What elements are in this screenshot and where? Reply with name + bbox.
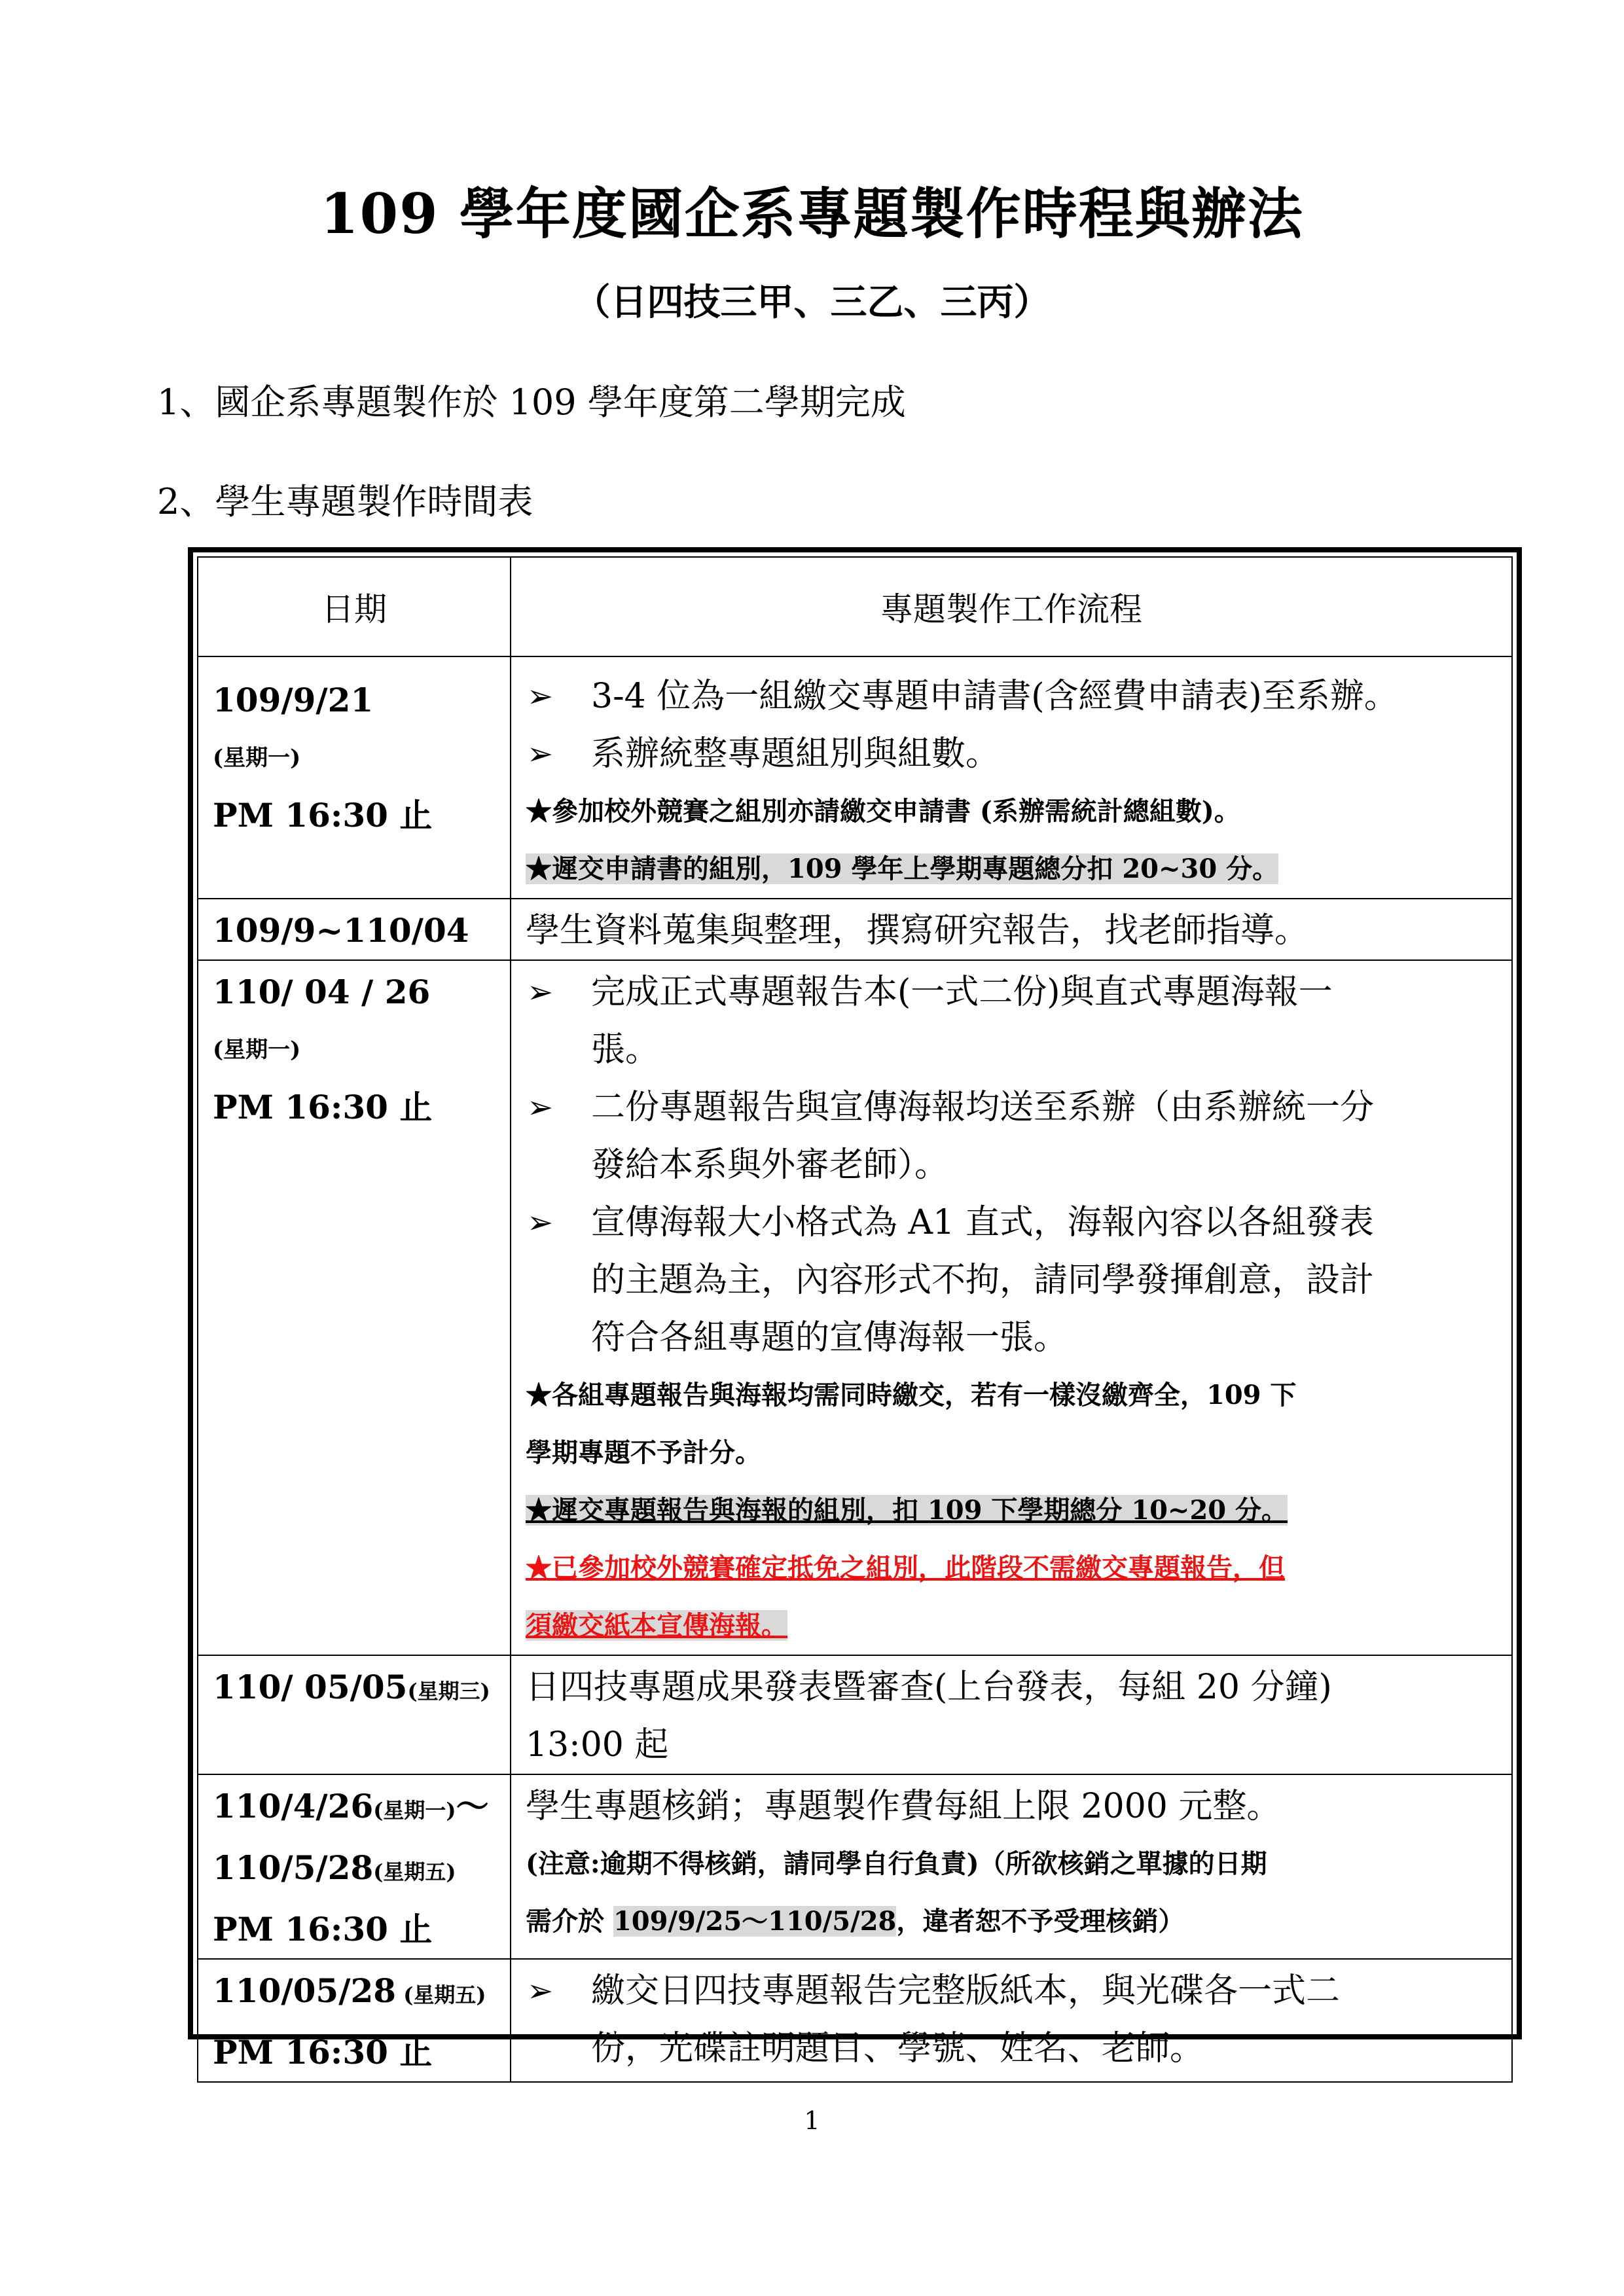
page-number: 1 xyxy=(804,2106,820,2135)
arrow-bullet-icon: ➢ xyxy=(527,736,554,772)
date-end: 110/5/28(星期五) xyxy=(213,1848,456,1887)
header-work: 專題製作工作流程 xyxy=(511,557,1512,656)
document-subtitle: （日四技三甲、三乙、三丙） xyxy=(573,281,1051,324)
date-text: 110/ 04 / 26 xyxy=(213,973,431,1011)
schedule-table xyxy=(188,547,1522,2072)
date-cell xyxy=(198,899,511,960)
paragraph-1: 1、國企系專題製作於 109 學年度第二學期完成 xyxy=(157,382,906,423)
list-item: ➢ 3-4 位為一組繳交專題申請書(含經費申請表)至系辦。 xyxy=(526,668,1498,725)
list-item: ➢ 完成正式專題報告本(一式二份)與直式專題海報一 張。 xyxy=(526,963,1498,1079)
list-item: ➢ 二份專題報告與宣傳海報均送至系辦（由系辦統一分 發給本系與外審老師）。 xyxy=(526,1079,1498,1194)
date-text: 110/ 05/05(星期三) xyxy=(213,1668,490,1706)
date-cell xyxy=(198,1959,511,2082)
deadline-text: PM 16:30 止 xyxy=(213,2033,433,2072)
date-cell xyxy=(198,960,511,1655)
star-note: ★各組專題報告與海報均需同時繳交，若有一樣沒繳齊全，109 下 學期專題不予計分。 xyxy=(526,1380,1297,1468)
work-cell xyxy=(511,899,1512,960)
paragraph-2: 2、學生專題製作時間表 xyxy=(157,481,533,522)
note-text-2: 需介於 109/9/25～110/5/28，違者恕不予受理核銷） xyxy=(526,1906,1185,1937)
list-item: ➢ 系辦統整專題組別與組數。 xyxy=(526,725,1498,783)
work-cell xyxy=(511,1774,1512,1959)
star-note-late: ★遲交申請書的組別，109 學年上學期專題總分扣 20~30 分。 xyxy=(526,853,1279,884)
date-text: 109/9/21 xyxy=(213,681,374,719)
work-cell xyxy=(511,1655,1512,1774)
arrow-bullet-icon: ➢ xyxy=(527,1089,554,1126)
table-row xyxy=(198,656,1512,899)
date-text: 110/05/28 (星期五) xyxy=(213,1971,486,2010)
work-text: 日四技專題成果發表暨審查(上台發表，每組 20 分鐘) xyxy=(526,1668,1332,1707)
date-cell xyxy=(198,1774,511,1959)
table-row xyxy=(198,960,1512,1655)
deadline-text: PM 16:30 止 xyxy=(213,1910,433,1948)
list-item: ➢ 繳交日四技專題報告完整版紙本，與光碟各一式二 份，光碟註明題目、學號、姓名、老師。 xyxy=(526,1962,1498,2077)
star-note-exemption: ★已參加校外競賽確定抵免之組別，此階段不需繳交專題報告，但 須繳交紙本宣傳海報。 xyxy=(526,1552,1285,1641)
work-text: 學生資料蒐集與整理，撰寫研究報告，找老師指導。 xyxy=(526,911,1309,950)
note-text: (注意:逾期不得核銷，請同學自行負責)（所欲核銷之單據的日期 xyxy=(526,1848,1267,1879)
table-header-row xyxy=(198,557,1512,656)
work-time: 13:00 起 xyxy=(526,1725,669,1765)
deadline-text: PM 16:30 止 xyxy=(213,796,433,834)
arrow-bullet-icon: ➢ xyxy=(527,974,554,1011)
table-row xyxy=(198,1959,1512,2082)
star-note: ★參加校外競賽之組別亦請繳交申請書 (系辦需統計總組數)。 xyxy=(526,796,1240,827)
weekday-text: (星期一) xyxy=(213,1037,301,1063)
work-text: 學生專題核銷；專題製作費每組上限 2000 元整。 xyxy=(526,1787,1281,1826)
date-text: 109/9~110/04 xyxy=(213,911,469,950)
deadline-text: PM 16:30 止 xyxy=(213,1088,433,1126)
document-title: 109 學年度國企系專題製作時程與辦法 xyxy=(320,181,1304,246)
star-note-late: ★遲交專題報告與海報的組別，扣 109 下學期總分 10~20 分。 xyxy=(526,1495,1288,1526)
date-cell xyxy=(198,1655,511,1774)
weekday-text: (星期一) xyxy=(213,745,301,771)
work-cell xyxy=(511,960,1512,1655)
list-item: ➢ 宣傳海報大小格式為 A1 直式，海報內容以各組發表 的主題為主，內容形式不拘，請同學發揮創意，設計 符合各組專題的宣傳海報一張。 xyxy=(526,1194,1498,1367)
header-date: 日期 xyxy=(198,557,511,656)
table-row xyxy=(198,899,1512,960)
arrow-bullet-icon: ➢ xyxy=(527,678,554,715)
arrow-bullet-icon: ➢ xyxy=(527,1973,554,2009)
work-cell xyxy=(511,1959,1512,2082)
date-start: 110/4/26(星期一)～ xyxy=(213,1787,489,1825)
table-row xyxy=(198,1774,1512,1959)
arrow-bullet-icon: ➢ xyxy=(527,1204,554,1241)
work-cell xyxy=(511,656,1512,899)
table-row xyxy=(198,1655,1512,1774)
date-cell xyxy=(198,656,511,899)
